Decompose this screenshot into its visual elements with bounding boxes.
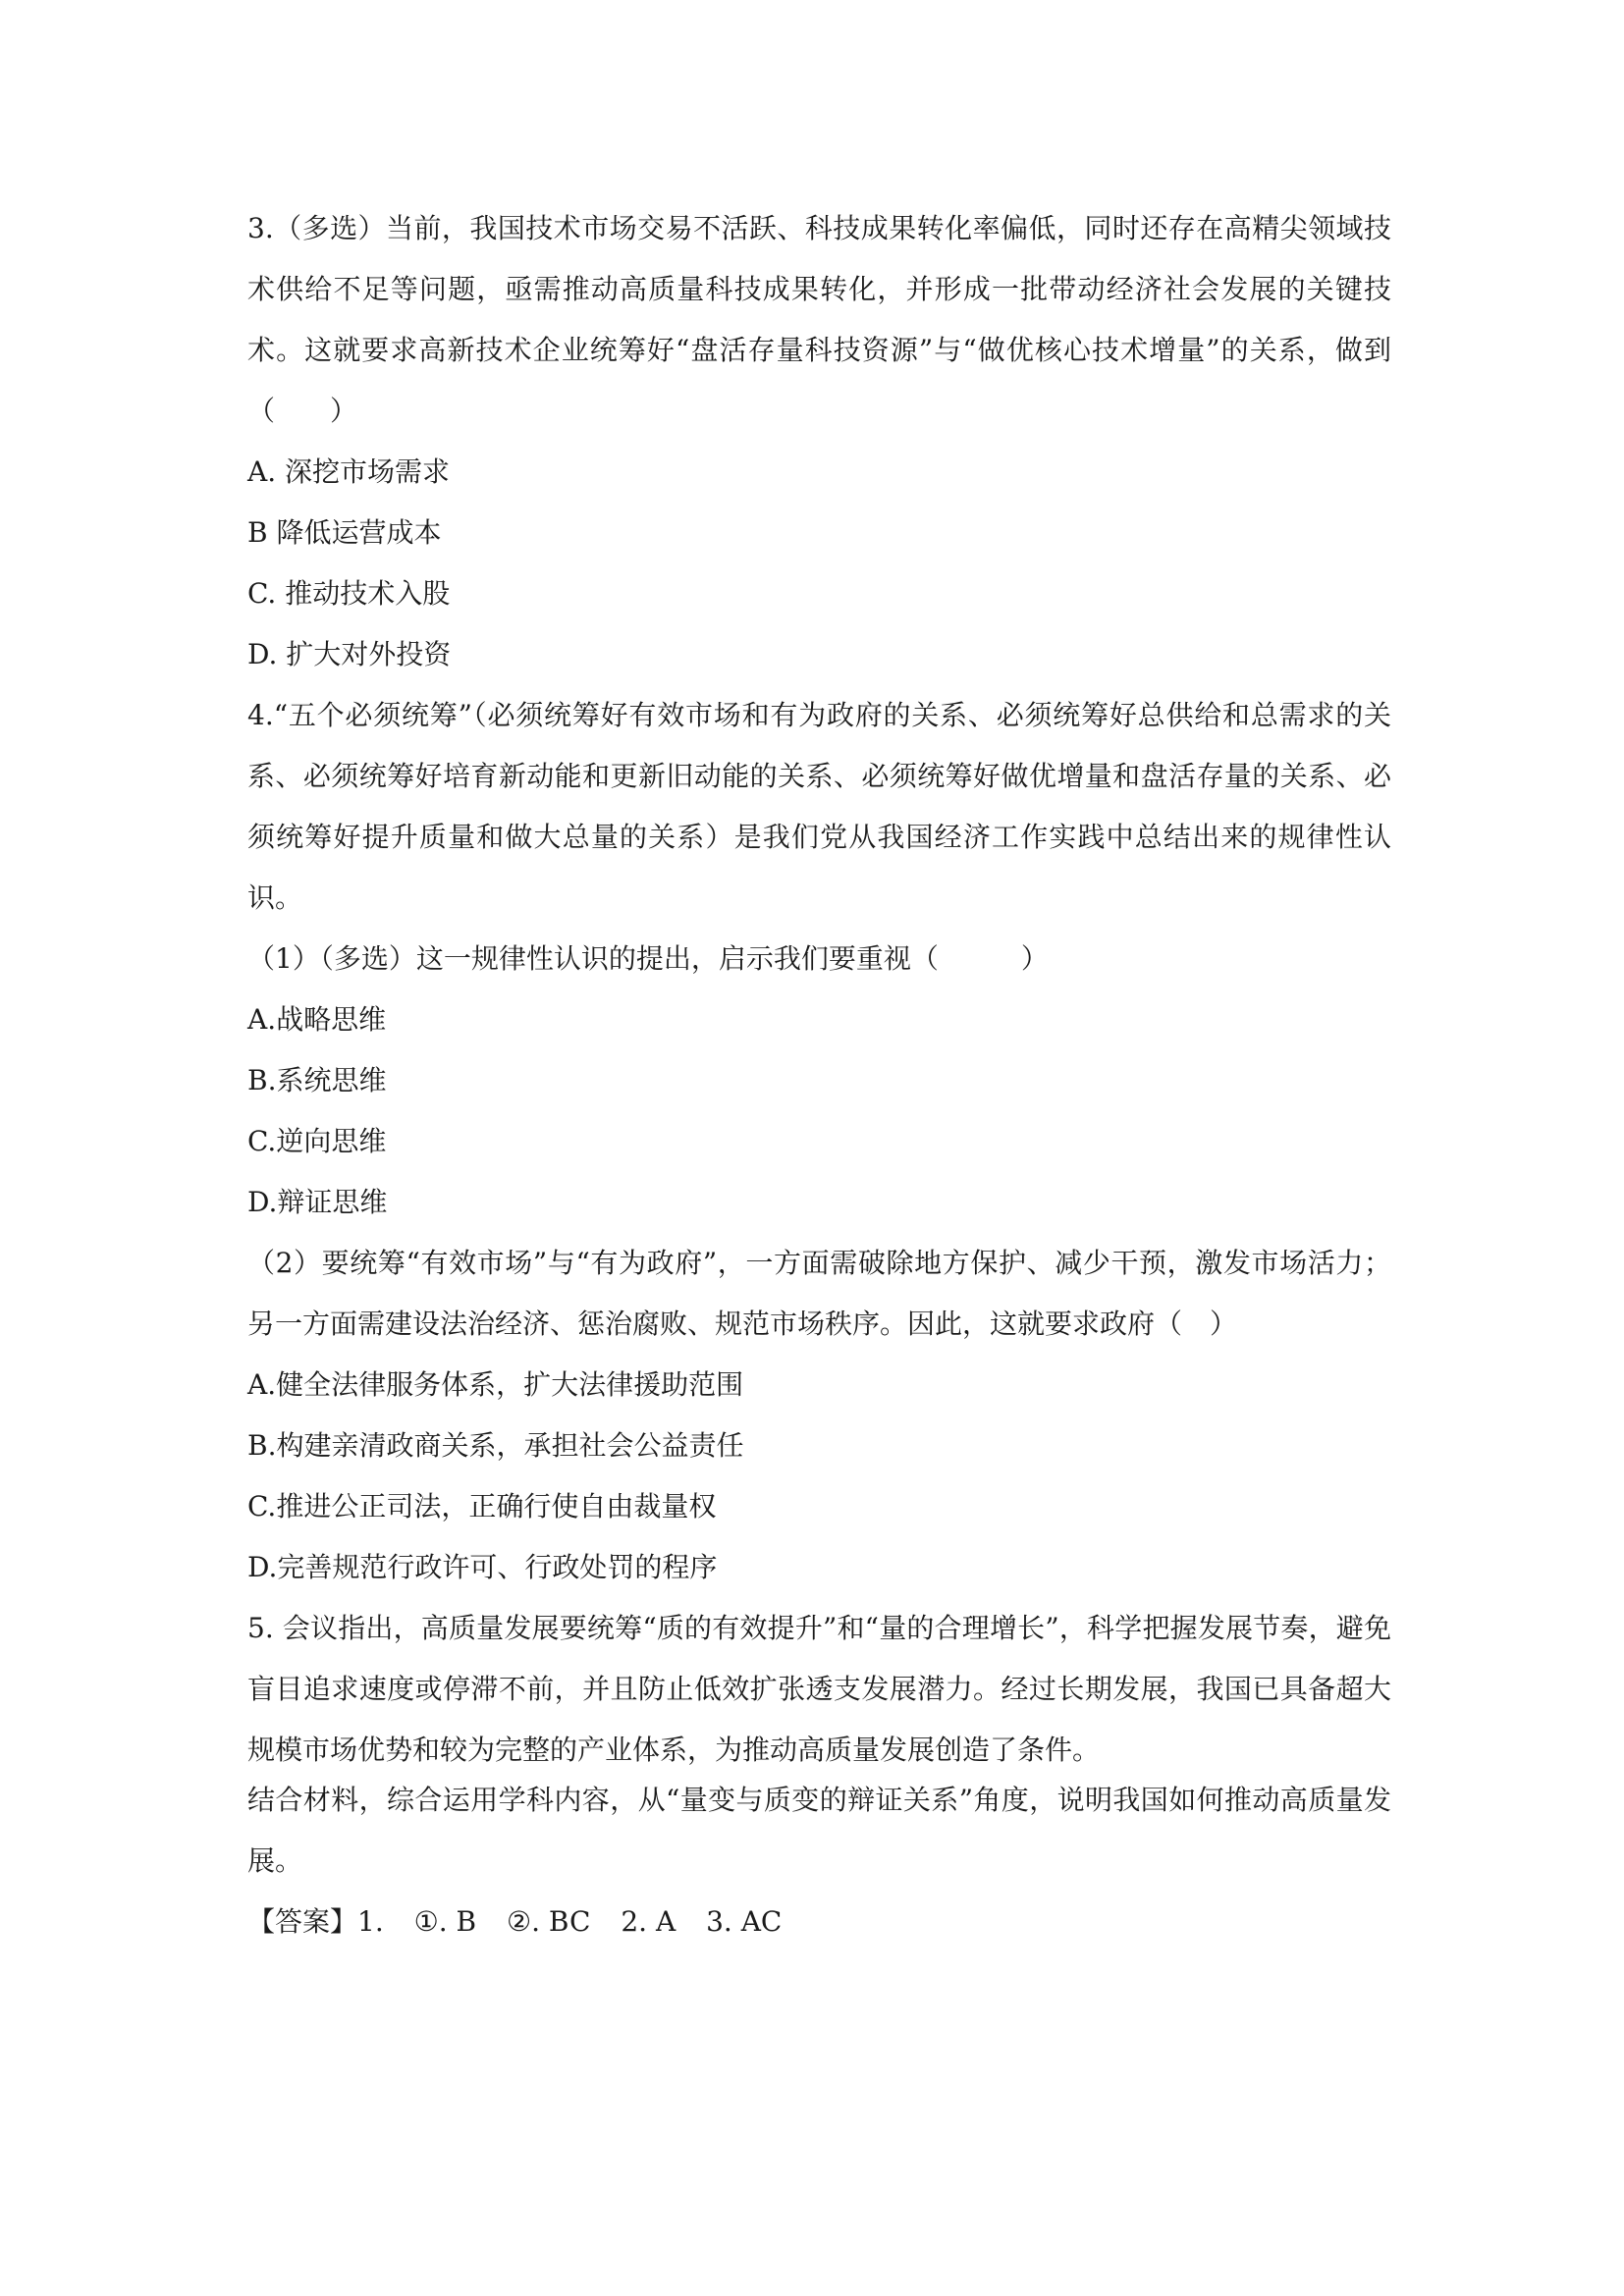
question-5-question: 结合材料，综合运用学科内容，从“量变与质变的辩证关系”角度，说明我国如何推动高质量发展。 xyxy=(247,1784,1391,1877)
question-4-2-option-b: B.构建亲清政商关系，承担社会公益责任 xyxy=(247,1429,744,1462)
question-3-option-a: A. 深挖市场需求 xyxy=(247,455,451,488)
question-4-1-option-b: B.系统思维 xyxy=(247,1064,387,1096)
answer-item-2: ②. BC xyxy=(507,1905,591,1938)
answer-line xyxy=(247,1902,1391,1942)
question-4-stem: 4.“五个必须统筹”（必须统筹好有效市场和有为政府的关系、必须统筹好总供给和总需求的关系、必须统筹好培育新动能和更新旧动能的关系、必须统筹好做优增量和盘活存量的关系、必须统筹好提升质量和做大总量的关系）是我们党从我国经济工作实践中总结出来的规律性认识。 xyxy=(247,699,1391,914)
question-4-2-stem: （2）要统筹“有效市场”与“有为政府”，一方面需破除地方保护、减少干预，激发市场活力；另一方面需建设法治经济、惩治腐败、规范市场秩序。因此，这就要求政府（ ） xyxy=(247,1247,1391,1340)
answer-item-3: 2. A xyxy=(621,1905,677,1938)
question-3-option-d: D. 扩大对外投资 xyxy=(247,638,452,670)
question-4-1-option-a: A.战略思维 xyxy=(247,1003,387,1036)
question-4-2-option-a: A.健全法律服务体系，扩大法律援助范围 xyxy=(247,1368,744,1401)
question-3-option-b: B 降低运营成本 xyxy=(247,516,442,549)
answer-label: 【答案】1. xyxy=(247,1905,384,1938)
question-4-1-option-c: C.逆向思维 xyxy=(247,1125,387,1157)
question-5-material: 5. 会议指出，高质量发展要统筹“质的有效提升”和“量的合理增长”，科学把握发展节奏，避免盲目追求速度或停滞不前，并且防止低效扩张透支发展潜力。经过长期发展，我国已具备超大规模市场优势和较为完整的产业体系，为推动高质量发展创造了条件。 xyxy=(247,1612,1391,1766)
answer-item-4: 3. AC xyxy=(706,1905,783,1938)
question-4-2-option-d: D.完善规范行政许可、行政处罚的程序 xyxy=(247,1551,718,1583)
question-4-1-option-d: D.辩证思维 xyxy=(247,1186,388,1218)
answer-item-1: ①. B xyxy=(413,1905,477,1938)
question-4-1-stem: （1）（多选）这一规律性认识的提出，启示我们要重视（ ） xyxy=(247,942,1049,975)
question-3-option-c: C. 推动技术入股 xyxy=(247,577,451,610)
question-4-2-option-c: C.推进公正司法，正确行使自由裁量权 xyxy=(247,1490,717,1522)
document-page xyxy=(247,209,1391,1963)
question-3-stem: 3.（多选）当前，我国技术市场交易不活跃、科技成果转化率偏低，同时还存在高精尖领域技术供给不足等问题，亟需推动高质量科技成果转化，并形成一批带动经济社会发展的关键技术。这就要求高新技术企业统筹好“盘活存量科技资源”与“做优核心技术增量”的关系，做到（ ） xyxy=(247,212,1391,427)
